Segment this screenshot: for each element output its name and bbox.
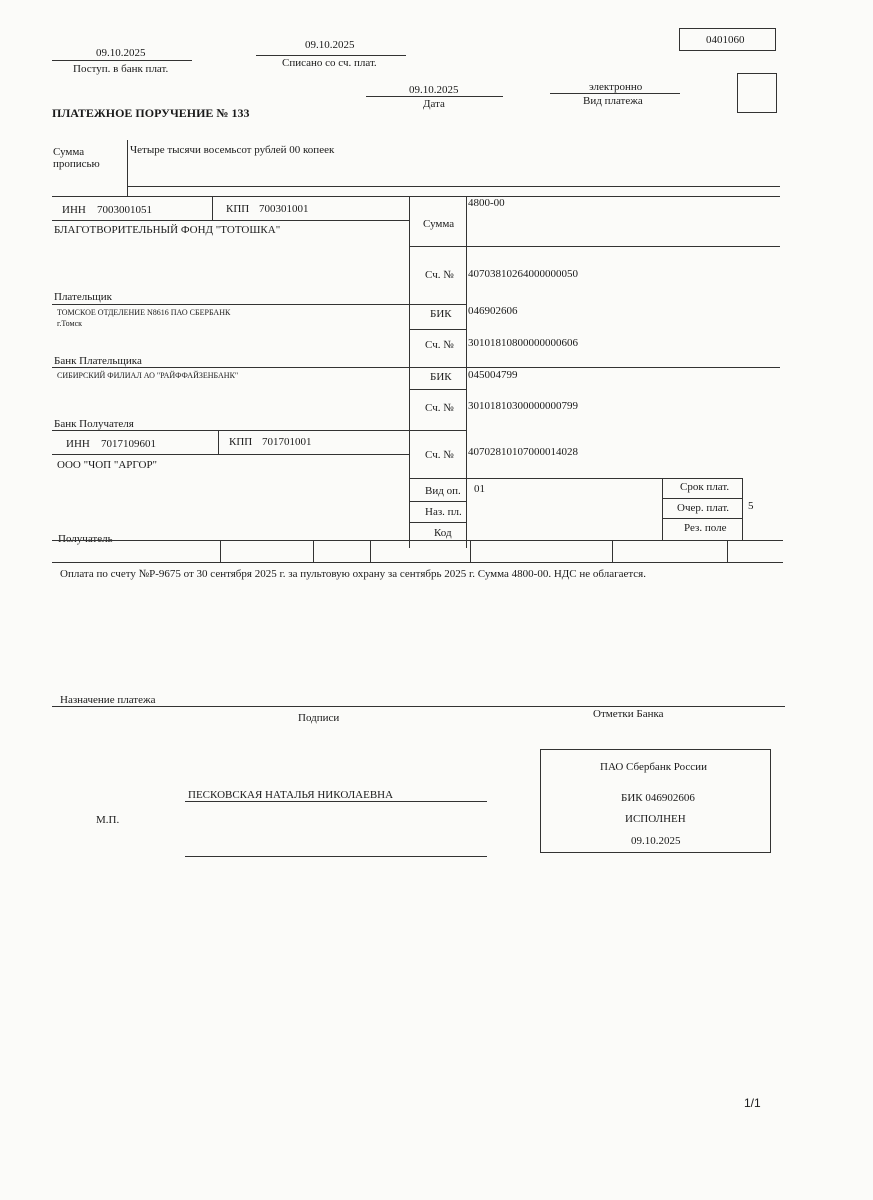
grid-col-label-right	[466, 196, 467, 548]
purpose-label: Назначение платежа	[60, 694, 156, 706]
payer-kpp: 700301001	[259, 203, 309, 215]
payer-bottom-line	[52, 304, 466, 305]
doc-date: 09.10.2025	[409, 84, 459, 96]
doc-title: ПЛАТЕЖНОЕ ПОРУЧЕНИЕ № 133	[52, 106, 250, 120]
page-number: 1/1	[744, 1096, 761, 1110]
payee-inn-label: ИНН	[66, 438, 90, 450]
grid-top-line	[52, 196, 780, 197]
payer-label: Плательщик	[54, 291, 112, 303]
date-debited: 09.10.2025	[305, 39, 355, 51]
payer-bank-bottom-line	[52, 367, 780, 368]
purpose-text: Оплата по счету №Р-9675 от 30 сентября 2025 г. за пультовую охрану за сентябрь 2025 г. Сумма 4800-00. НДС не облагается.	[60, 568, 646, 580]
signer-name: ПЕСКОВСКАЯ НАТАЛЬЯ НИКОЛАЕВНА	[188, 789, 394, 801]
bank-stamp	[540, 749, 771, 853]
tax-row-bottom-line	[52, 562, 783, 563]
payment-type-line	[550, 93, 680, 94]
grid-col-label-left	[409, 196, 410, 548]
srok-line	[662, 498, 742, 499]
naz-pl-label: Наз. пл.	[425, 506, 462, 518]
ocher-label: Очер. плат.	[677, 502, 730, 514]
stamp-date: 09.10.2025	[631, 835, 681, 847]
form-code-box	[679, 28, 776, 51]
payer-inn-line	[52, 220, 409, 221]
payee-bank-account-label: Сч. №	[425, 402, 454, 414]
payer-bank-label: Банк Плательщика	[54, 355, 142, 367]
form-code: 0401060	[706, 34, 745, 46]
sum-line	[409, 246, 780, 247]
signature-line-2	[185, 856, 487, 857]
payee-label: Получатель	[58, 533, 113, 545]
tax-divider-2	[313, 540, 314, 562]
payer-inn-divider	[212, 196, 213, 220]
signatures-label: Подписи	[298, 712, 340, 724]
tax-divider-6	[727, 540, 728, 562]
mp-label: М.П.	[96, 814, 120, 826]
codes-top-line	[409, 478, 743, 479]
purpose-line	[52, 706, 785, 707]
payer-inn: 7003001051	[97, 204, 152, 216]
label-received: Поступ. в банк плат.	[73, 63, 169, 75]
payer-name: БЛАГОТВОРИТЕЛЬНЫЙ ФОНД "ТОТОШКА"	[54, 224, 281, 236]
ocher-line	[662, 518, 742, 519]
payer-bank-bik-line	[409, 329, 466, 330]
stamp-bik: БИК 046902606	[621, 792, 695, 804]
srok-label: Срок плат.	[680, 481, 730, 493]
payer-bank-account-label: Сч. №	[425, 339, 454, 351]
payee-bank-bottom-line	[52, 430, 466, 431]
sum-value: 4800-00	[468, 197, 505, 209]
payee-account: 40702810107000014028	[468, 446, 578, 458]
sum-label: Сумма	[423, 218, 455, 230]
payer-bank-bik: 046902606	[468, 305, 518, 317]
payee-bank-bik-label: БИК	[430, 371, 452, 383]
payer-bank-account: 30101810800000000606	[468, 337, 578, 349]
date-debited-line	[256, 55, 406, 56]
tax-divider-3	[370, 540, 371, 562]
date-received: 09.10.2025	[96, 47, 146, 59]
naz-pl-line	[409, 522, 466, 523]
amount-words-label-2: прописью	[53, 158, 100, 170]
tax-divider-1	[220, 540, 221, 562]
payer-account-label: Сч. №	[425, 269, 454, 281]
payer-bank-bik-label: БИК	[430, 308, 452, 320]
tax-divider-5	[612, 540, 613, 562]
empty-code-box	[737, 73, 777, 113]
vid-op-value: 01	[474, 483, 485, 495]
amount-words-label-1: Сумма	[53, 146, 85, 158]
payee-kpp-label: КПП	[229, 436, 253, 448]
rez-label: Рез. поле	[684, 522, 727, 534]
amount-words-divider	[127, 140, 128, 196]
vid-op-line	[409, 501, 466, 502]
payee-account-label: Сч. №	[425, 449, 454, 461]
payee-bank-name: СИБИРСКИЙ ФИЛИАЛ АО "РАЙФФАЙЗЕНБАНК"	[57, 371, 239, 380]
tax-row-top-line	[52, 540, 783, 541]
signature-line-1	[185, 801, 487, 802]
payer-kpp-label: КПП	[226, 203, 250, 215]
stamp-bank: ПАО Сбербанк России	[600, 761, 707, 773]
doc-date-line	[366, 96, 503, 97]
payee-inn: 7017109601	[101, 438, 156, 450]
amount-words-value: Четыре тысячи восемьсот рублей 00 копеек	[130, 144, 335, 156]
codes-far-right-divider	[742, 478, 743, 540]
amount-words-line	[127, 186, 780, 187]
payer-inn-label: ИНН	[62, 204, 86, 216]
label-payment-type: Вид платежа	[583, 95, 643, 107]
payee-kpp: 701701001	[262, 436, 312, 448]
codes-right-divider	[662, 478, 663, 540]
label-date: Дата	[423, 98, 445, 110]
payee-inn-divider	[218, 430, 219, 454]
bank-marks-label: Отметки Банка	[593, 708, 664, 720]
kod-label: Код	[434, 527, 452, 539]
payee-bank-bik-line	[409, 389, 466, 390]
payee-inn-line	[52, 454, 409, 455]
date-received-line	[52, 60, 192, 61]
tax-divider-4	[470, 540, 471, 562]
payee-name: ООО "ЧОП "АРГОР"	[57, 459, 158, 471]
vid-op-label: Вид оп.	[425, 485, 461, 497]
payer-bank-city: г.Томск	[57, 319, 83, 328]
payee-bank-bik: 045004799	[468, 369, 518, 381]
payer-account: 40703810264000000050	[468, 268, 578, 280]
label-debited: Списано со сч. плат.	[282, 57, 377, 69]
payment-type: электронно	[589, 81, 643, 93]
payee-bank-label: Банк Получателя	[54, 418, 134, 430]
ocher-value: 5	[748, 500, 754, 512]
stamp-status: ИСПОЛНЕН	[625, 813, 686, 825]
payer-bank-name: ТОМСКОЕ ОТДЕЛЕНИЕ N8616 ПАО СБЕРБАНК	[57, 308, 231, 317]
payee-bank-account: 30101810300000000799	[468, 400, 578, 412]
